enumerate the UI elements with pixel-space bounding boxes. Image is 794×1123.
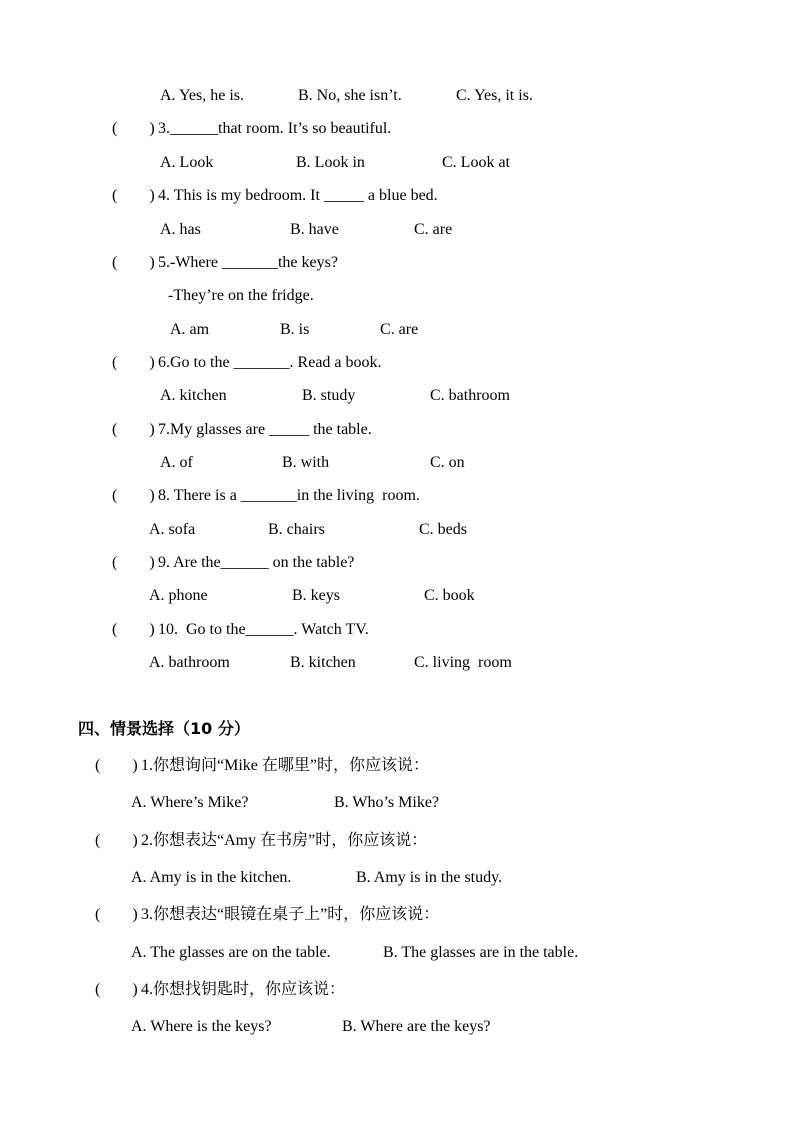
option-b: B. with [282, 454, 330, 471]
answer-line: -They’re on the fridge. [168, 287, 314, 304]
answer-paren[interactable]: ( ) [112, 254, 155, 271]
option-a: A. Amy is in the kitchen. [131, 869, 292, 886]
option-c: C. bathroom [430, 387, 510, 404]
option-a: A. sofa [149, 521, 196, 538]
answer-paren[interactable]: ( ) [112, 354, 155, 371]
option-a: A. am [170, 321, 210, 338]
option-b: B. is [280, 321, 310, 338]
option-a: A. kitchen [160, 387, 227, 404]
answer-paren[interactable]: ( ) [95, 906, 138, 923]
question-text: 6.Go to the _______. Read a book. [158, 354, 382, 371]
option-c: C. are [414, 221, 453, 238]
option-b: B. keys [292, 587, 340, 604]
answer-paren[interactable]: ( ) [112, 621, 155, 638]
option-a: A. phone [149, 587, 208, 604]
question-text: 2.你想表达“Amy 在书房”时，你应该说： [141, 832, 428, 849]
option-b: B. chairs [268, 521, 325, 538]
answer-paren[interactable]: ( ) [95, 832, 138, 849]
section-heading: 四、情景选择（10 分） [78, 719, 250, 738]
question-text: 9. Are the______ on the table? [158, 554, 355, 571]
option-b: B. kitchen [290, 654, 356, 671]
option-c: C. on [430, 454, 465, 471]
option-c: C. Look at [442, 154, 510, 171]
option-b: B. No, she isn’t. [298, 87, 402, 104]
question-text: 10. Go to the______. Watch TV. [158, 621, 369, 638]
option-c: C. book [424, 587, 475, 604]
option-b: B. Who’s Mike? [334, 794, 440, 811]
answer-paren[interactable]: ( ) [112, 421, 155, 438]
question-text: 8. There is a _______in the living room. [158, 487, 420, 504]
answer-paren[interactable]: ( ) [112, 554, 155, 571]
option-b: B. Look in [296, 154, 365, 171]
question-text: 4.你想找钥匙时，你应该说： [141, 981, 346, 998]
option-a: A. Yes, he is. [160, 87, 245, 104]
option-a: A. The glasses are on the table. [131, 944, 331, 961]
option-a: A. Where is the keys? [131, 1018, 272, 1035]
question-text: 3.______that room. It’s so beautiful. [158, 120, 392, 137]
option-c: C. are [380, 321, 419, 338]
option-b: B. Where are the keys? [342, 1018, 491, 1035]
question-text: 4. This is my bedroom. It _____ a blue bed. [158, 187, 438, 204]
question-text: 7.My glasses are _____ the table. [158, 421, 372, 438]
option-c: C. Yes, it is. [456, 87, 533, 104]
option-b: B. The glasses are in the table. [383, 944, 579, 961]
option-b: B. Amy is in the study. [356, 869, 503, 886]
option-a: A. has [160, 221, 201, 238]
answer-paren[interactable]: ( ) [95, 757, 138, 774]
question-text: 1.你想询问“Mike 在哪里”时，你应该说： [141, 757, 429, 774]
option-a: A. Look [160, 154, 214, 171]
answer-paren[interactable]: ( ) [112, 187, 155, 204]
option-c: C. beds [419, 521, 467, 538]
option-a: A. of [160, 454, 193, 471]
option-b: B. study [302, 387, 356, 404]
answer-paren[interactable]: ( ) [95, 981, 138, 998]
answer-paren[interactable]: ( ) [112, 487, 155, 504]
answer-paren[interactable]: ( ) [112, 120, 155, 137]
question-text: 3.你想表达“眼镜在桌子上”时，你应该说： [141, 906, 440, 923]
option-b: B. have [290, 221, 339, 238]
question-text: 5.-Where _______the keys? [158, 254, 338, 271]
option-a: A. Where’s Mike? [131, 794, 249, 811]
option-a: A. bathroom [149, 654, 230, 671]
option-c: C. living room [414, 654, 512, 671]
